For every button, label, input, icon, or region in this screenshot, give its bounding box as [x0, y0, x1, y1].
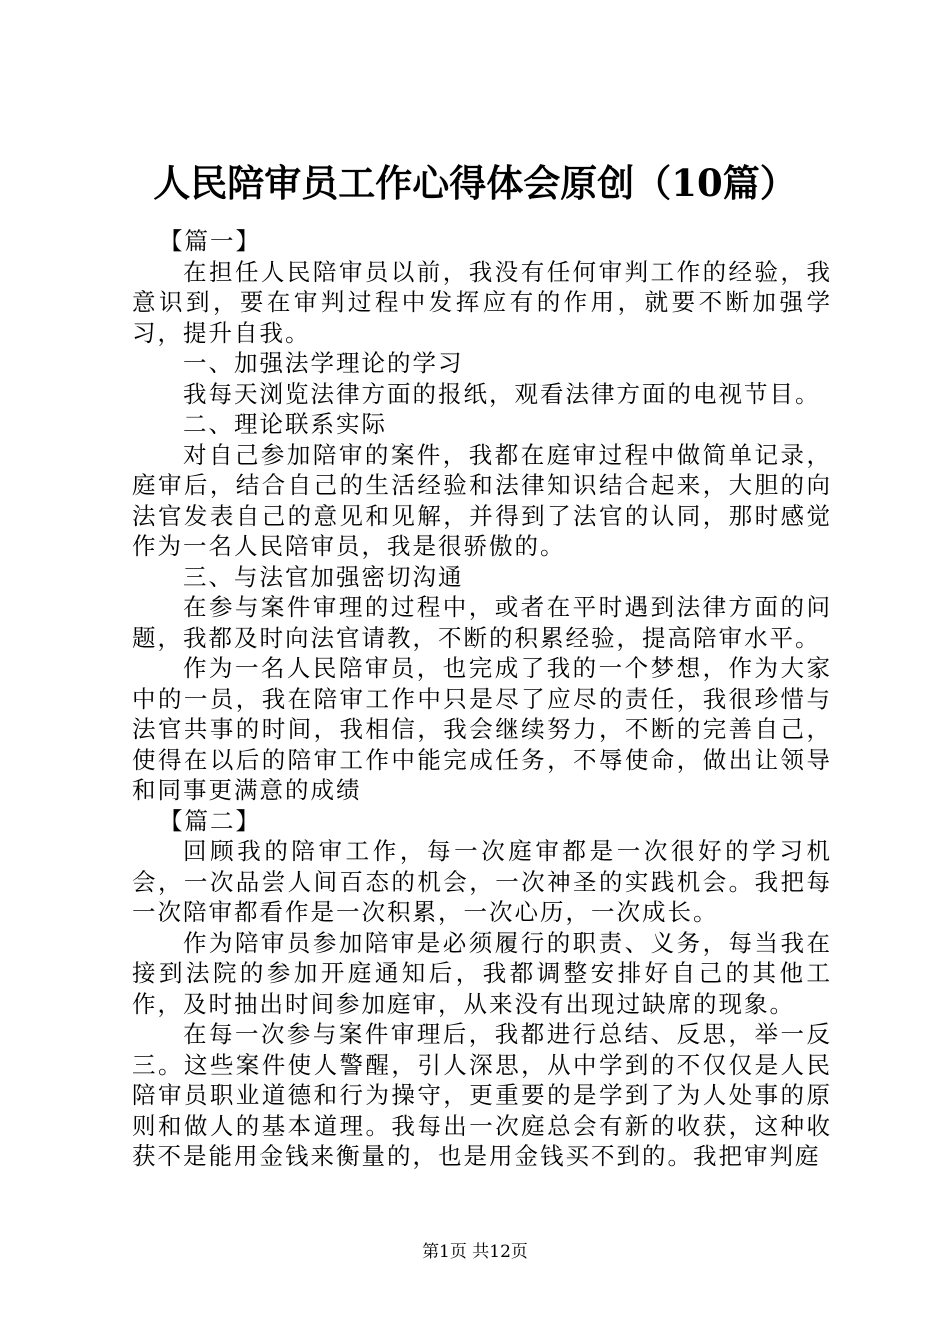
- paragraph: 二、理论联系实际: [183, 410, 387, 438]
- document-body: [132, 226, 832, 1172]
- section-heading: 【篇一】: [159, 227, 261, 255]
- paragraph: 三、与法官加强密切沟通: [183, 562, 464, 591]
- page-footer: 第1页 共12页: [422, 1242, 528, 1262]
- paragraph: 我每天浏览法律方面的报纸，观看法律方面的电视节目。: [183, 379, 821, 408]
- paragraph: 一、加强法学理论的学习: [183, 349, 464, 377]
- paragraph: 作为陪审员参加陪审是必须履行的职责、义务，每当我在接到法院的参加开庭通知后，我都调整安排好自己的其他工作，及时抽出时间参加庭审，从来没有出现过缺席的现象。: [132, 928, 832, 1018]
- paragraph: 作为一名人民陪审员，也完成了我的一个梦想，作为大家中的一员，我在陪审工作中只是尽了应尽的责任，我很珍惜与法官共事的时间，我相信，我会继续努力，不断的完善自己，使得在以后的陪审工作中能完成任务，不辱使命，做出让领导和同事更满意的成绩: [132, 654, 832, 804]
- paragraph: 在参与案件审理的过程中，或者在平时遇到法律方面的问题，我都及时向法官请教，不断的积累经验，提高陪审水平。: [132, 593, 832, 652]
- paragraph: 在担任人民陪审员以前，我没有任何审判工作的经验，我意识到，要在审判过程中发挥应有的作用，就要不断加强学习，提升自我。: [132, 257, 832, 347]
- paragraph: 对自己参加陪审的案件，我都在庭审过程中做简单记录，庭审后，结合自己的生活经验和法律知识结合起来，大胆的向法官发表自己的意见和见解，并得到了法官的认同，那时感觉作为一名人民陪审员，我是很骄傲的。: [132, 440, 832, 560]
- document-title: 人民陪审员工作心得体会原创（10篇）: [153, 161, 797, 205]
- paragraph: 在每一次参与案件审理后，我都进行总结、反思，举一反三。这些案件使人警醒，引人深思，从中学到的不仅仅是人民陪审员职业道德和行为操守，更重要的是学到了为人处事的原则和做人的基本道理。我每出一次庭总会有新的收获，这种收获不是能用金钱来衡量的，也是用金钱买不到的。我把审判庭: [132, 1020, 832, 1170]
- paragraph: 回顾我的陪审工作，每一次庭审都是一次很好的学习机会，一次品尝人间百态的机会，一次神圣的实践机会。我把每一次陪审都看作是一次积累，一次心历，一次成长。: [132, 837, 832, 926]
- section-heading: 【篇二】: [159, 806, 261, 835]
